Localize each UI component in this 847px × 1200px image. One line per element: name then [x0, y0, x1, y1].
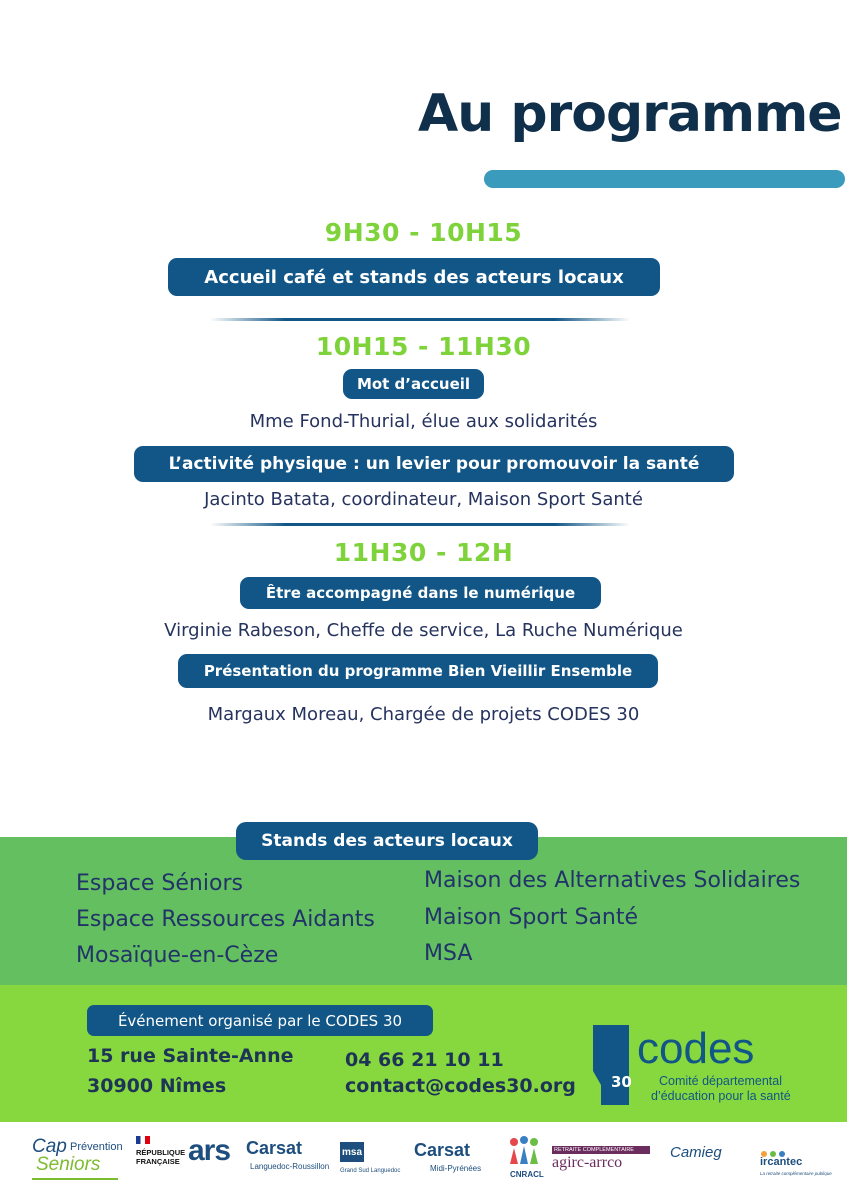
title-underline-bar — [484, 170, 845, 188]
carsat-1-name: Carsat — [246, 1138, 303, 1158]
codes-logo-tagline-1: Comité départemental — [659, 1074, 782, 1088]
session-2-speaker-1: Mme Fond-Thurial, élue aux solidarités — [249, 411, 598, 432]
stand-left-1: Espace Séniors — [76, 871, 243, 896]
codes-logo-number: 30 — [611, 1073, 632, 1091]
agirc-arrco-logo — [552, 1146, 650, 1176]
cap-prevention-seniors-logo — [32, 1136, 124, 1184]
session-1-topic: Accueil café et stands des acteurs locaux — [168, 258, 660, 296]
carsat-languedoc-logo — [246, 1138, 330, 1180]
session-3-topic-2: Présentation du programme Bien Vieillir Ensemble — [178, 654, 658, 688]
carsat-2-name: Carsat — [414, 1140, 471, 1160]
agirc-arrco-name: agirc-arrco — [552, 1154, 623, 1171]
ars-logo — [188, 1134, 230, 1168]
session-3-topic-1: Être accompagné dans le numérique — [240, 577, 601, 609]
codes-logo — [593, 1023, 823, 1108]
session-3-speaker-2: Margaux Moreau, Chargée de projets CODES 30 — [207, 704, 640, 725]
stand-left-3: Mosaïque-en-Cèze — [76, 943, 279, 968]
session-1-time: 9H30 - 10H15 — [324, 218, 523, 247]
page-title: Au programme — [418, 84, 842, 144]
cnracl-logo-text: CNRACL — [510, 1170, 544, 1179]
stands-title: Stands des acteurs locaux — [236, 822, 538, 860]
carsat-2-region: Midi-Pyrénées — [430, 1164, 482, 1173]
agirc-arrco-top: RETRAITE COMPLÉMENTAIRE — [552, 1146, 650, 1154]
stand-right-3: MSA — [424, 941, 473, 966]
ars-logo-text: ars — [188, 1134, 231, 1167]
msa-logo-region: Grand Sud Languedoc — [340, 1168, 401, 1174]
stand-left-2: Espace Ressources Aidants — [76, 907, 375, 932]
cap-logo-text-2: Prévention — [70, 1141, 123, 1153]
organizer-email: contact@codes30.org — [345, 1075, 576, 1097]
republique-text-2: FRANÇAISE — [136, 1157, 180, 1166]
organizer-address-line1: 15 rue Sainte-Anne — [87, 1045, 294, 1067]
separator-2 — [210, 523, 630, 526]
organizer-phone: 04 66 21 10 11 — [345, 1049, 504, 1071]
ircantec-logo — [760, 1146, 832, 1182]
republique-francaise-logo — [136, 1136, 184, 1184]
cap-logo-text-1: Cap — [32, 1136, 67, 1157]
session-2-topic-2: L’activité physique : un levier pour promouvoir la santé — [134, 446, 734, 482]
marianne-flag-icon — [136, 1136, 150, 1144]
codes-logo-tagline-2: d’éducation pour la santé — [651, 1089, 791, 1103]
cap-logo-text-3: Seniors — [36, 1154, 101, 1175]
separator-1 — [210, 318, 630, 321]
session-3-speaker-1: Virginie Rabeson, Cheffe de service, La Ruche Numérique — [164, 620, 683, 641]
session-2-speaker-2: Jacinto Batata, coordinateur, Maison Sport Santé — [204, 489, 643, 510]
cnracl-logo — [506, 1136, 546, 1184]
ircantec-logo-name: ircantec — [760, 1156, 803, 1168]
msa-logo — [340, 1142, 401, 1182]
organizer-label: Événement organisé par le CODES 30 — [87, 1005, 433, 1036]
stand-right-1: Maison des Alternatives Solidaires — [424, 868, 801, 893]
session-2-time: 10H15 - 11H30 — [315, 332, 532, 361]
partners-strip — [0, 1122, 847, 1200]
stand-right-2: Maison Sport Santé — [424, 905, 639, 930]
session-2-topic-1: Mot d’accueil — [343, 369, 484, 399]
codes-logo-mark — [593, 1023, 823, 1108]
ircantec-logo-tagline: La retraite complémentaire publique — [760, 1171, 832, 1176]
carsat-1-region: Languedoc-Roussillon — [250, 1162, 330, 1171]
cap-logo-underline — [32, 1178, 118, 1180]
session-3-time: 11H30 - 12H — [333, 538, 514, 567]
camieg-logo-text: Camieg — [670, 1144, 722, 1161]
cnracl-figures-icon — [506, 1136, 542, 1166]
organizer-address-line2: 30900 Nîmes — [87, 1075, 227, 1097]
camieg-logo — [670, 1144, 722, 1162]
msa-logo-name: msa — [340, 1142, 364, 1162]
carsat-midi-pyrenees-logo — [414, 1140, 498, 1180]
republique-text-1: RÉPUBLIQUE — [136, 1148, 186, 1157]
codes-logo-name: codes — [637, 1024, 755, 1073]
